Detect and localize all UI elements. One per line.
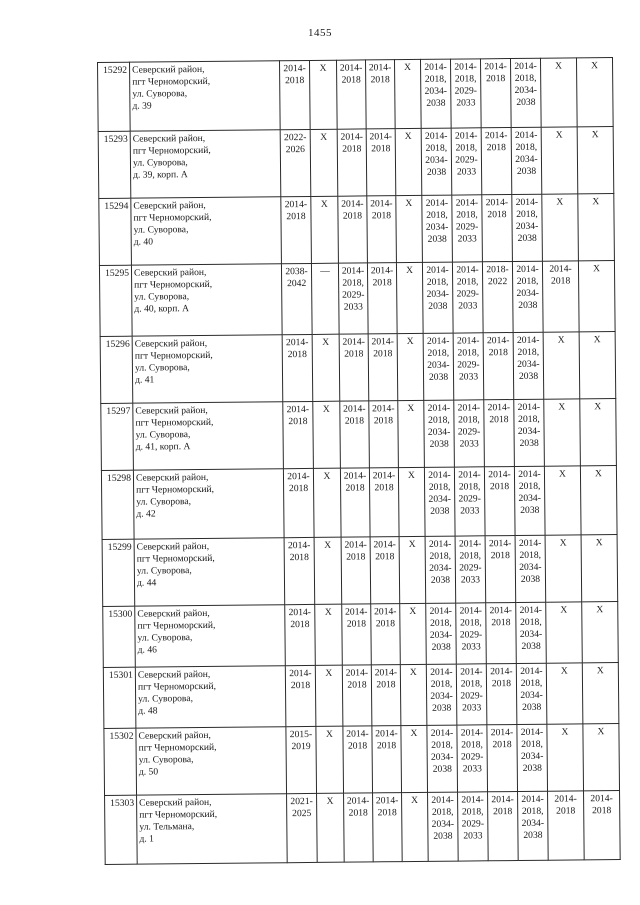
period-cell: 2014- 2018 [339, 334, 369, 401]
period-cell: 2014- 2018, 2034- 2038 [424, 400, 455, 467]
period-cell: X [582, 663, 619, 724]
period-cell: 2014- 2018 [279, 60, 310, 129]
period-cell: 2014- 2018, 2029- 2033 [338, 263, 368, 334]
address-cell: Северский район, пгт Черноморский, ул. Суворова, д. 41, корп. А [133, 402, 284, 470]
period-cell: 2014- 2018 [482, 195, 513, 262]
period-cell: X [394, 59, 421, 128]
table-row [103, 663, 619, 729]
period-cell: 2014- 2018 [487, 725, 518, 792]
period-cell: 2014- 2018, 2034- 2038 [512, 194, 543, 261]
period-cell: X [576, 58, 613, 127]
period-cell: X [311, 196, 339, 263]
table-row [102, 535, 618, 607]
period-cell: 2014- 2018, 2029- 2033 [453, 333, 484, 400]
period-cell: X [541, 127, 578, 194]
period-cell: X [580, 399, 617, 466]
table-row [98, 127, 614, 199]
row-number: 15294 [99, 198, 132, 265]
period-cell: 2014- 2018, 2034- 2038 [424, 467, 455, 536]
period-cell: X [544, 466, 581, 535]
table-row [98, 58, 614, 132]
period-cell: X [580, 466, 617, 535]
period-cell: 2014- 2018, 2034- 2038 [426, 664, 457, 725]
period-cell: X [395, 128, 422, 195]
period-cell: 2014- 2018, 2034- 2038 [511, 127, 542, 194]
period-cell: 2014- 2018 [343, 726, 373, 793]
address-cell: Северский район, пгт Черноморский, ул. Суворова, д. 40, корп. А [131, 264, 282, 336]
table-row [99, 261, 615, 337]
period-cell: 2014- 2018, 2034- 2038 [513, 332, 544, 399]
table-row [103, 602, 619, 668]
period-cell: 2014- 2018 [338, 196, 368, 263]
period-cell: 2014- 2018 [548, 791, 585, 860]
period-cell: 2014- 2018 [485, 536, 516, 603]
period-cell: 2014- 2018 [372, 726, 402, 793]
period-cell: 2014- 2018 [283, 401, 314, 468]
address-cell: Северский район, пгт Черноморский, ул. Суворова, д. 46 [135, 605, 286, 667]
period-cell: 2014- 2018 [371, 604, 401, 665]
period-cell: X [546, 602, 583, 663]
period-cell: 2014- 2018 [584, 791, 621, 860]
period-cell: 2014- 2018 [281, 196, 312, 263]
period-cell: 2014- 2018, 2034- 2038 [514, 466, 545, 535]
period-cell: 2018- 2022 [482, 262, 513, 333]
period-cell: X [397, 333, 424, 400]
period-cell: 2014- 2018 [365, 60, 395, 129]
period-cell: 2014- 2018, 2034- 2038 [427, 725, 458, 792]
period-cell: X [317, 793, 345, 862]
address-cell: Северский район, пгт Черноморский, ул. Суворова, д. 44 [134, 538, 285, 606]
period-cell: X [578, 194, 615, 261]
period-cell: X [313, 468, 341, 537]
row-number: 15301 [103, 667, 136, 728]
period-cell: 2014- 2018 [341, 537, 371, 604]
period-cell: X [582, 602, 619, 663]
period-cell: X [401, 725, 428, 792]
period-cell: 2014- 2018 [344, 793, 374, 862]
period-cell: X [543, 332, 580, 399]
period-cell: 2014- 2018 [369, 401, 399, 468]
address-cell: Северский район, пгт Черноморский, ул. Суворова, д. 40 [131, 197, 282, 265]
period-cell: 2014- 2018, 2034- 2038 [426, 603, 457, 664]
period-cell: 2014- 2018 [480, 59, 511, 128]
period-cell: X [546, 663, 583, 724]
row-number: 15293 [98, 131, 131, 198]
period-cell: X [313, 401, 341, 468]
period-cell: X [399, 536, 426, 603]
period-cell: 2014- 2018, 2034- 2038 [514, 399, 545, 466]
period-cell: X [542, 194, 579, 261]
period-cell: 2014- 2018 [488, 791, 519, 860]
period-cell: 2014- 2018 [367, 263, 397, 334]
period-cell: 2014- 2018 [370, 537, 400, 604]
period-cell: X [398, 400, 425, 467]
period-cell: 2014- 2018 [342, 604, 372, 665]
period-cell: 2015- 2019 [286, 726, 317, 793]
period-cell: X [579, 332, 616, 399]
row-number: 15296 [100, 336, 133, 403]
period-cell: X [310, 129, 338, 196]
period-cell: X [581, 535, 618, 602]
period-cell: 2014- 2018 [342, 665, 372, 726]
period-cell: 2014- 2018 [373, 793, 403, 862]
period-cell: X [398, 467, 425, 536]
period-cell: 2014- 2018, 2029- 2033 [451, 128, 482, 195]
period-cell: X [312, 334, 340, 401]
row-number: 15302 [104, 728, 137, 795]
period-cell: 2014- 2018, 2034- 2038 [423, 333, 454, 400]
period-cell: 2014- 2018, 2034- 2038 [517, 724, 548, 791]
period-cell: X [577, 127, 614, 194]
period-cell: 2014- 2018 [486, 603, 517, 664]
address-cell: Северский район, пгт Черноморский, ул. Суворова, д. 50 [136, 727, 287, 795]
period-cell: 2014- 2018, 2029- 2033 [456, 664, 487, 725]
row-number: 15303 [105, 795, 138, 864]
period-cell: 2014- 2018, 2034- 2038 [425, 536, 456, 603]
period-cell: X [402, 792, 429, 861]
period-cell: 2014- 2018, 2034- 2038 [422, 262, 453, 333]
period-cell: X [400, 603, 427, 664]
period-cell: X [400, 664, 427, 725]
period-cell: 2014- 2018, 2034- 2038 [516, 602, 547, 663]
period-cell: 2014- 2018, 2034- 2038 [510, 58, 541, 127]
period-cell: X [544, 399, 581, 466]
period-cell: 2021- 2025 [287, 793, 318, 862]
table-row [100, 332, 616, 404]
period-cell: 2014- 2018 [483, 333, 514, 400]
period-cell: X [315, 665, 343, 726]
address-cell: Северский район, пгт Черноморский, ул. Суворова, д. 39, корп. А [130, 130, 281, 198]
period-cell: X [396, 195, 423, 262]
period-cell: 2014- 2018, 2034- 2038 [516, 663, 547, 724]
period-cell: X [396, 262, 423, 333]
row-number: 15298 [101, 470, 134, 539]
period-cell: 2014- 2018, 2034- 2038 [428, 792, 459, 861]
period-cell: 2014- 2018, 2029- 2033 [452, 195, 483, 262]
registry-table [97, 57, 621, 865]
row-number: 15299 [102, 539, 135, 606]
period-cell: 2014- 2018 [368, 334, 398, 401]
period-cell: 2014- 2018 [284, 537, 315, 604]
row-number: 15300 [103, 606, 136, 667]
address-cell: Северский район, пгт Черноморский, ул. Суворова, д. 42 [133, 469, 284, 539]
period-cell: 2014- 2018 [340, 401, 370, 468]
period-cell: 2014- 2018 [340, 468, 370, 537]
table-row [99, 194, 615, 266]
period-cell: 2014- 2018 [484, 400, 515, 467]
address-cell: Северский район, пгт Черноморский, ул. Суворова, д. 39 [130, 61, 281, 131]
period-cell: 2014- 2018, 2034- 2038 [512, 261, 543, 332]
period-cell: 2014- 2018 [371, 665, 401, 726]
period-cell: 2014- 2018 [285, 665, 316, 726]
period-cell: 2014- 2018, 2034- 2038 [420, 59, 451, 128]
period-cell: 2014- 2018 [369, 468, 399, 537]
period-cell: X [309, 60, 337, 129]
period-cell: 2014- 2018, 2034- 2038 [422, 195, 453, 262]
period-cell: 2014- 2018 [484, 467, 515, 536]
period-cell: 2014- 2018 [336, 60, 366, 129]
period-cell: 2014- 2018 [542, 261, 579, 332]
period-cell: 2022- 2026 [280, 129, 311, 196]
registry-table-body [98, 58, 621, 865]
period-cell: 2014- 2018 [367, 196, 397, 263]
period-cell: 2014- 2018, 2029- 2033 [456, 603, 487, 664]
period-cell: 2014- 2018 [337, 129, 367, 196]
address-cell: Северский район, пгт Черноморский, ул. Тельмана, д. 1 [137, 794, 288, 864]
period-cell: X [316, 726, 344, 793]
period-cell: 2014- 2018, 2029- 2033 [458, 792, 489, 861]
period-cell: X [314, 537, 342, 604]
period-cell: 2014- 2018, 2029- 2033 [457, 725, 488, 792]
address-cell: Северский район, пгт Черноморский, ул. Суворова, д. 41 [132, 335, 283, 403]
period-cell: 2038- 2042 [281, 263, 312, 334]
table-row [101, 466, 617, 540]
period-cell: 2014- 2018, 2029- 2033 [452, 262, 483, 333]
period-cell: 2014- 2018, 2029- 2033 [454, 400, 485, 467]
period-cell: 2014- 2018 [283, 468, 314, 537]
period-cell: 2014- 2018 [481, 128, 512, 195]
period-cell: — [311, 263, 339, 334]
period-cell: 2014- 2018, 2029- 2033 [450, 59, 481, 128]
table-row [105, 791, 621, 865]
period-cell: 2014- 2018, 2034- 2038 [515, 535, 546, 602]
row-number: 15297 [101, 403, 134, 470]
table-row [104, 724, 620, 796]
period-cell: 2014- 2018 [486, 664, 517, 725]
page-number: 1455 [308, 27, 332, 39]
period-cell: X [540, 58, 577, 127]
address-cell: Северский район, пгт Черноморский, ул. Суворова, д. 48 [135, 666, 286, 728]
period-cell: 2014- 2018, 2029- 2033 [455, 536, 486, 603]
table-row [101, 399, 617, 471]
period-cell: X [583, 724, 620, 791]
period-cell: 2014- 2018 [282, 334, 313, 401]
period-cell: X [547, 724, 584, 791]
period-cell: 2014- 2018 [366, 129, 396, 196]
period-cell: 2014- 2018 [285, 604, 316, 665]
row-number: 15292 [98, 62, 131, 131]
period-cell: X [578, 261, 615, 332]
period-cell: X [545, 535, 582, 602]
period-cell: 2014- 2018, 2029- 2033 [454, 467, 485, 536]
period-cell: 2014- 2018, 2034- 2038 [518, 791, 549, 860]
period-cell: 2014- 2018, 2034- 2038 [421, 128, 452, 195]
period-cell: X [315, 604, 343, 665]
row-number: 15295 [99, 265, 132, 336]
